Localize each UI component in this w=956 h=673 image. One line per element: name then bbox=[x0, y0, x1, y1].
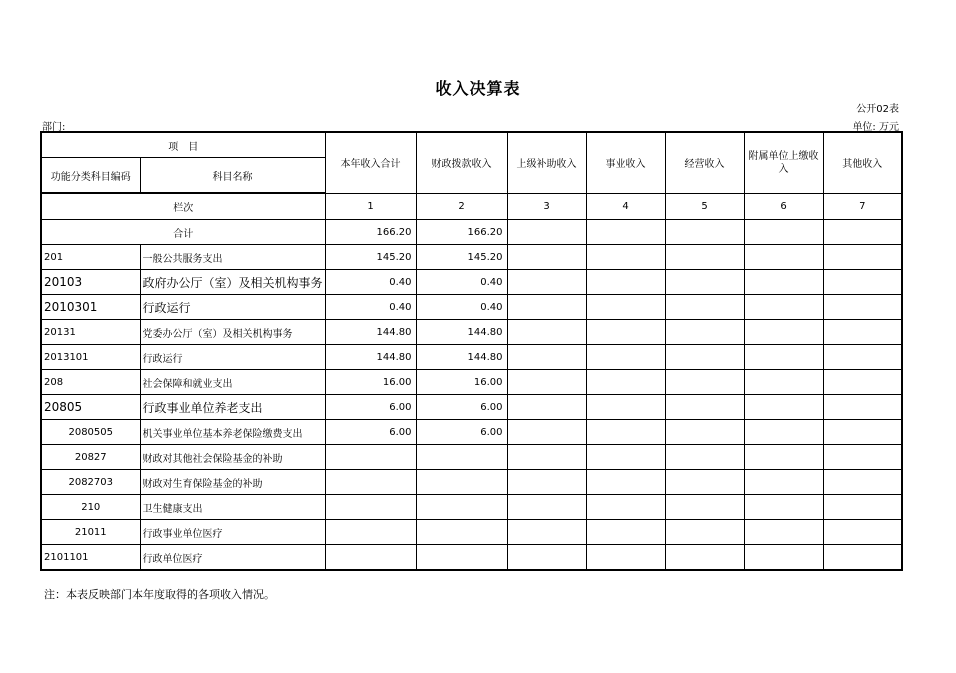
row-fiscal bbox=[416, 495, 507, 520]
col-no-7: 7 bbox=[823, 193, 902, 220]
row-code: 20131 bbox=[41, 320, 140, 345]
empty-cell bbox=[507, 445, 586, 470]
total-row-fiscal: 166.20 bbox=[416, 220, 507, 245]
empty-cell bbox=[744, 445, 823, 470]
empty-cell bbox=[586, 520, 665, 545]
header-item: 项 目 bbox=[41, 132, 325, 158]
row-fiscal bbox=[416, 445, 507, 470]
empty-cell bbox=[586, 545, 665, 571]
row-code: 208 bbox=[41, 370, 140, 395]
row-code: 2101101 bbox=[41, 545, 140, 571]
empty-cell bbox=[507, 545, 586, 571]
total-row-label: 合计 bbox=[41, 220, 325, 245]
row-name: 行政运行 bbox=[140, 295, 325, 320]
empty-cell bbox=[744, 270, 823, 295]
empty-cell bbox=[507, 420, 586, 445]
empty-cell bbox=[507, 220, 586, 245]
empty-cell bbox=[586, 445, 665, 470]
header-business: 事业收入 bbox=[586, 132, 665, 193]
row-name: 行政单位医疗 bbox=[140, 545, 325, 571]
row-total bbox=[325, 445, 416, 470]
empty-cell bbox=[665, 395, 744, 420]
header-operation: 经营收入 bbox=[665, 132, 744, 193]
total-row-total: 166.20 bbox=[325, 220, 416, 245]
row-total: 145.20 bbox=[325, 245, 416, 270]
row-code: 20827 bbox=[41, 445, 140, 470]
empty-cell bbox=[665, 220, 744, 245]
row-code: 20805 bbox=[41, 395, 140, 420]
header-name: 科目名称 bbox=[140, 158, 325, 194]
row-code: 2013101 bbox=[41, 345, 140, 370]
row-code: 2010301 bbox=[41, 295, 140, 320]
empty-cell bbox=[823, 395, 902, 420]
empty-cell bbox=[823, 345, 902, 370]
row-name: 党委办公厅（室）及相关机构事务 bbox=[140, 320, 325, 345]
empty-cell bbox=[507, 370, 586, 395]
empty-cell bbox=[823, 445, 902, 470]
empty-cell bbox=[507, 520, 586, 545]
empty-cell bbox=[823, 370, 902, 395]
empty-cell bbox=[823, 470, 902, 495]
row-name: 社会保障和就业支出 bbox=[140, 370, 325, 395]
empty-cell bbox=[823, 270, 902, 295]
row-code: 2080505 bbox=[41, 420, 140, 445]
col-no-3: 3 bbox=[507, 193, 586, 220]
row-name: 行政事业单位养老支出 bbox=[140, 395, 325, 420]
table-row bbox=[41, 470, 902, 495]
row-name: 财政对生育保险基金的补助 bbox=[140, 470, 325, 495]
row-total: 6.00 bbox=[325, 395, 416, 420]
income-table bbox=[40, 131, 903, 571]
empty-cell bbox=[665, 445, 744, 470]
page-title: 收入决算表 bbox=[435, 79, 521, 98]
empty-cell bbox=[665, 420, 744, 445]
row-total: 0.40 bbox=[325, 270, 416, 295]
empty-cell bbox=[665, 320, 744, 345]
row-fiscal: 144.80 bbox=[416, 320, 507, 345]
empty-cell bbox=[586, 320, 665, 345]
table-row bbox=[41, 270, 902, 295]
row-code: 2082703 bbox=[41, 470, 140, 495]
row-total bbox=[325, 470, 416, 495]
row-total bbox=[325, 495, 416, 520]
row-fiscal bbox=[416, 545, 507, 571]
footnote: 注：本表反映部门本年度取得的各项收入情况。 bbox=[44, 588, 275, 601]
empty-cell bbox=[823, 420, 902, 445]
empty-cell bbox=[823, 295, 902, 320]
empty-cell bbox=[665, 295, 744, 320]
row-name: 卫生健康支出 bbox=[140, 495, 325, 520]
empty-cell bbox=[586, 395, 665, 420]
empty-cell bbox=[823, 545, 902, 571]
header-affiliated: 附属单位上缴收入 bbox=[744, 132, 823, 193]
table-row bbox=[41, 520, 902, 545]
empty-cell bbox=[744, 495, 823, 520]
empty-cell bbox=[744, 245, 823, 270]
empty-cell bbox=[507, 395, 586, 420]
empty-cell bbox=[744, 520, 823, 545]
row-fiscal: 144.80 bbox=[416, 345, 507, 370]
col-no-1: 1 bbox=[325, 193, 416, 220]
row-fiscal: 0.40 bbox=[416, 270, 507, 295]
col-no-2: 2 bbox=[416, 193, 507, 220]
table-row bbox=[41, 295, 902, 320]
header-total: 本年收入合计 bbox=[325, 132, 416, 193]
empty-cell bbox=[507, 320, 586, 345]
empty-cell bbox=[507, 270, 586, 295]
table-row bbox=[41, 370, 902, 395]
empty-cell bbox=[823, 220, 902, 245]
row-code: 210 bbox=[41, 495, 140, 520]
unit-label: 单位: 万元 bbox=[852, 122, 899, 133]
col-no-5: 5 bbox=[665, 193, 744, 220]
empty-cell bbox=[665, 520, 744, 545]
empty-cell bbox=[586, 220, 665, 245]
header-code: 功能分类科目编码 bbox=[41, 158, 140, 194]
column-row-label: 栏次 bbox=[41, 193, 325, 220]
form-number: 公开02表 bbox=[856, 104, 899, 115]
table-row bbox=[41, 345, 902, 370]
row-code: 201 bbox=[41, 245, 140, 270]
empty-cell bbox=[586, 345, 665, 370]
row-name: 一般公共服务支出 bbox=[140, 245, 325, 270]
empty-cell bbox=[744, 295, 823, 320]
table-row bbox=[41, 495, 902, 520]
empty-cell bbox=[507, 295, 586, 320]
empty-cell bbox=[665, 495, 744, 520]
row-name: 政府办公厅（室）及相关机构事务 bbox=[140, 270, 325, 295]
col-no-6: 6 bbox=[744, 193, 823, 220]
empty-cell bbox=[744, 320, 823, 345]
empty-cell bbox=[744, 345, 823, 370]
row-fiscal: 0.40 bbox=[416, 295, 507, 320]
row-fiscal bbox=[416, 520, 507, 545]
department-label: 部门: bbox=[42, 122, 66, 133]
row-code: 21011 bbox=[41, 520, 140, 545]
row-fiscal: 145.20 bbox=[416, 245, 507, 270]
empty-cell bbox=[507, 470, 586, 495]
row-total: 144.80 bbox=[325, 320, 416, 345]
empty-cell bbox=[823, 520, 902, 545]
empty-cell bbox=[744, 395, 823, 420]
header-fiscal: 财政拨款收入 bbox=[416, 132, 507, 193]
empty-cell bbox=[665, 470, 744, 495]
row-total bbox=[325, 545, 416, 571]
row-total: 16.00 bbox=[325, 370, 416, 395]
header-other: 其他收入 bbox=[823, 132, 902, 193]
empty-cell bbox=[586, 245, 665, 270]
row-total: 6.00 bbox=[325, 420, 416, 445]
empty-cell bbox=[586, 470, 665, 495]
empty-cell bbox=[586, 370, 665, 395]
row-fiscal: 16.00 bbox=[416, 370, 507, 395]
row-fiscal: 6.00 bbox=[416, 395, 507, 420]
row-name: 机关事业单位基本养老保险缴费支出 bbox=[140, 420, 325, 445]
row-total: 0.40 bbox=[325, 295, 416, 320]
empty-cell bbox=[665, 245, 744, 270]
empty-cell bbox=[823, 320, 902, 345]
row-fiscal: 6.00 bbox=[416, 420, 507, 445]
row-total bbox=[325, 520, 416, 545]
empty-cell bbox=[586, 295, 665, 320]
empty-cell bbox=[823, 245, 902, 270]
table-row bbox=[41, 420, 902, 445]
row-name: 行政事业单位医疗 bbox=[140, 520, 325, 545]
row-fiscal bbox=[416, 470, 507, 495]
table-row bbox=[41, 545, 902, 571]
table-row bbox=[41, 320, 902, 345]
header-superior: 上级补助收入 bbox=[507, 132, 586, 193]
empty-cell bbox=[744, 470, 823, 495]
empty-cell bbox=[744, 220, 823, 245]
empty-cell bbox=[665, 345, 744, 370]
empty-cell bbox=[507, 245, 586, 270]
row-name: 财政对其他社会保险基金的补助 bbox=[140, 445, 325, 470]
empty-cell bbox=[744, 420, 823, 445]
row-total: 144.80 bbox=[325, 345, 416, 370]
empty-cell bbox=[823, 495, 902, 520]
table-row bbox=[41, 395, 902, 420]
col-no-4: 4 bbox=[586, 193, 665, 220]
empty-cell bbox=[586, 420, 665, 445]
empty-cell bbox=[665, 370, 744, 395]
empty-cell bbox=[665, 270, 744, 295]
empty-cell bbox=[586, 270, 665, 295]
empty-cell bbox=[507, 345, 586, 370]
row-name: 行政运行 bbox=[140, 345, 325, 370]
empty-cell bbox=[744, 545, 823, 571]
table-row bbox=[41, 445, 902, 470]
table-row bbox=[41, 245, 902, 270]
empty-cell bbox=[744, 370, 823, 395]
row-code: 20103 bbox=[41, 270, 140, 295]
empty-cell bbox=[586, 495, 665, 520]
empty-cell bbox=[665, 545, 744, 571]
empty-cell bbox=[507, 495, 586, 520]
